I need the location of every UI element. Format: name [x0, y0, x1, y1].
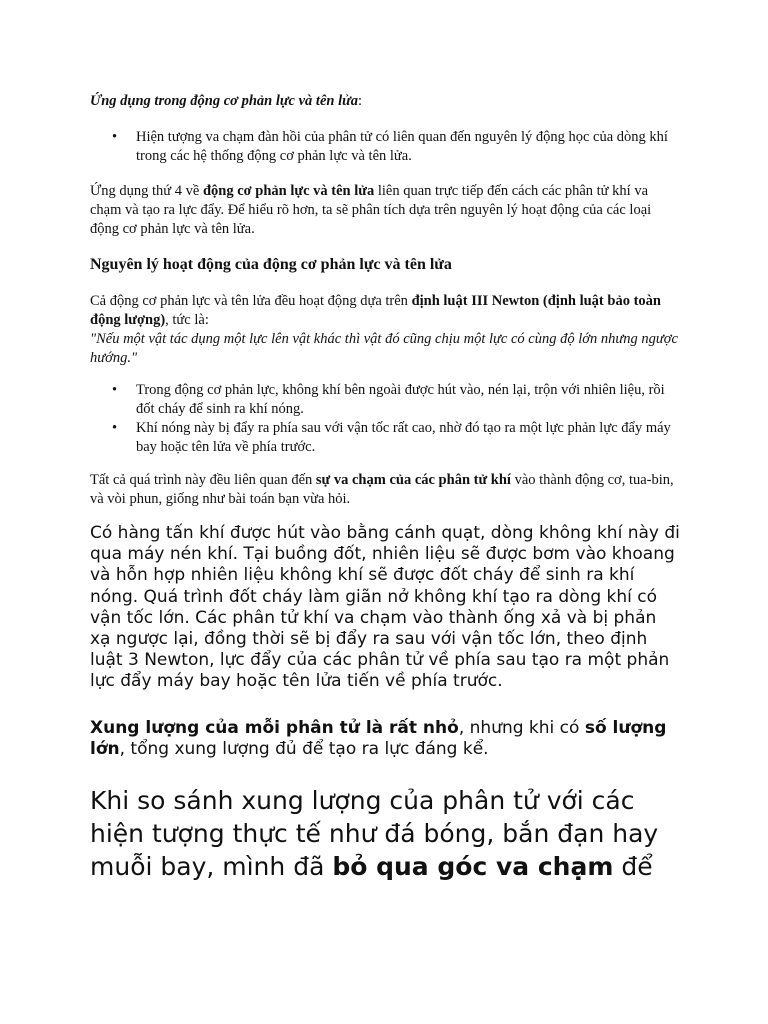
paragraph-molecule-collision: Tất cả quá trình này đều liên quan đến sự va chạm của các phân tử khí vào thành động cơ, tua-bin, và vòi phun, giống như bài toán bạn vừa hỏi.: [90, 472, 674, 507]
paragraph-jet-engine-intro: Ứng dụng thứ 4 về động cơ phản lực và tên lửa liên quan trực tiếp đến cách các phân tử khí va chạm và tạo ra lực đẩy. Để hiểu rõ hơn, ta sẽ phân tích dựa trên nguyên lý hoạt động của các loại động cơ phản lực và tên lửa.: [90, 183, 652, 237]
paragraph-newton-law: Cả động cơ phản lực và tên lửa đều hoạt động dựa trên định luật III Newton (định luật bảo toàn động lượng), tức là: "Nếu một vật tác dụng một lực lên vật khác thì vật đó cũng chịu một lực có cùng độ lớn nhưng ngược hướng.": [90, 293, 678, 366]
list-item: • Trong động cơ phản lực, không khí bên ngoài được hút vào, nén lại, trộn với nhiên liệu, rồi đốt cháy để sinh ra khí nóng.: [90, 381, 682, 419]
bullet-list-2: [90, 381, 682, 457]
list-item: • Khí nóng này bị đẩy ra phía sau với vận tốc rất cao, nhờ đó tạo ra một lực phản lực đẩy máy bay hoặc tên lửa về phía trước.: [90, 419, 682, 457]
paragraph-engine-process: Có hàng tấn khí được hút vào bằng cánh quạt, dòng không khí này đi qua máy nén khí. Tại buồng đốt, nhiên liệu sẽ được bơm vào khoang và hỗn hợp nhiên liệu không khí sẽ được đốt cháy để sinh ra khí nóng. Quá trình đốt cháy làm giãn nở không khí tạo ra dòng khí có vận tốc lớn. Các phân tử khí va chạm vào thành ống xả và bị phản xạ ngược lại, đồng thời sẽ bị đẩy ra sau với vận tốc lớn, theo định luật 3 Newton, lực đẩy của các phân tử về phía sau tạo ra một phản lực đẩy máy bay hoặc tên lửa tiến về phía trước.: [90, 523, 680, 692]
section-heading-applications: Ứng dụng trong động cơ phản lực và tên lửa:: [90, 93, 363, 109]
section-heading-principle: Nguyên lý hoạt động của động cơ phản lực và tên lửa: [90, 256, 452, 273]
paragraph-momentum: Xung lượng của mỗi phân tử là rất nhỏ, nhưng khi có số lượng lớn, tổng xung lượng đủ để tạo ra lực đáng kể.: [90, 718, 667, 760]
paragraph-comparison: Khi so sánh xung lượng của phân tử với các hiện tượng thực tế như đá bóng, bắn đạn hay muỗi bay, mình đã bỏ qua góc va chạm để: [90, 786, 659, 881]
newton-quote: "Nếu một vật tác dụng một lực lên vật khác thì vật đó cũng chịu một lực có cùng độ lớn nhưng ngược hướng.": [90, 331, 678, 366]
bullet-list-1: [90, 128, 682, 166]
list-item: • Hiện tượng va chạm đàn hồi của phân tử có liên quan đến nguyên lý động học của dòng khí trong các hệ thống động cơ phản lực và tên lửa.: [90, 128, 682, 166]
